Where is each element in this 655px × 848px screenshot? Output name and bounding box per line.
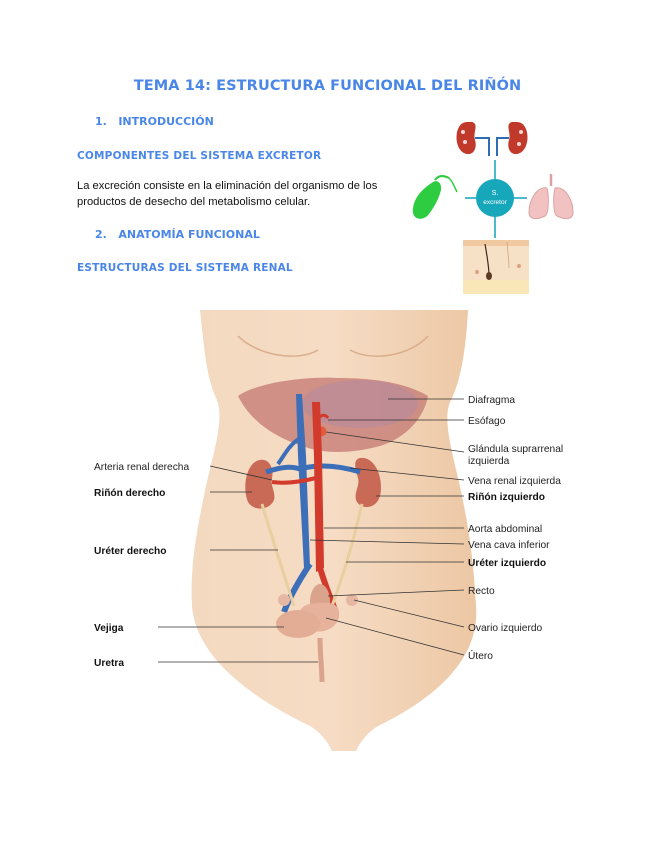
intro-paragraph: La excreción consiste en la eliminación del organismo de los productos de desecho del metabolismo celular. [77, 180, 378, 208]
label-ureter-izquierdo: Uréter izquierdo [468, 558, 547, 569]
excretory-system-diagram [405, 116, 585, 298]
label-vena-cava-inferior: Vena cava inferior [468, 540, 550, 551]
label-diafragma: Diafragma [468, 395, 515, 406]
lungs-icon [529, 174, 573, 219]
label-vejiga: Vejiga [94, 623, 124, 634]
label-arteria-renal-derecha: Arteria renal derecha [94, 462, 190, 473]
urethra [320, 638, 322, 682]
label-ovario-izquierdo: Ovario izquierdo [468, 623, 543, 634]
liver-icon [413, 176, 457, 219]
section-label: INTRODUCCIÓN [118, 115, 214, 128]
kidney-icon [457, 122, 528, 156]
left-ovary [346, 594, 358, 606]
skin-icon [463, 240, 529, 294]
section-introduccion [95, 115, 214, 128]
label-glandula-izquierda: izquierda [468, 456, 510, 467]
section-number: 2. [95, 228, 107, 241]
label-uretra: Uretra [94, 658, 125, 669]
right-ovary [278, 594, 290, 606]
label-aorta-abdominal: Aorta abdominal [468, 524, 543, 535]
center-label: S. [491, 190, 499, 197]
renal-system-illustration [88, 306, 568, 751]
page-title: TEMA 14: ESTRUCTURA FUNCIONAL DEL RIÑÓN [133, 78, 522, 94]
subheading-componentes: COMPONENTES DEL SISTEMA EXCRETOR [77, 150, 322, 162]
label-glandula-suprarrenal: Glándula suprarrenal [468, 444, 564, 455]
label-esofago: Esófago [468, 416, 506, 427]
label-rinon-derecho: Riñón derecho [94, 488, 166, 499]
center-node [476, 179, 514, 217]
label-utero: Útero [468, 651, 493, 662]
subheading-estructuras: ESTRUCTURAS DEL SISTEMA RENAL [77, 262, 293, 274]
label-rinon-izquierdo: Riñón izquierdo [468, 492, 545, 503]
bladder [276, 610, 320, 638]
label-vena-renal-izquierda: Vena renal izquierda [468, 476, 561, 487]
section-label: ANATOMÍA FUNCIONAL [118, 228, 260, 241]
label-recto: Recto [468, 586, 495, 597]
section-anatomia [95, 228, 260, 241]
torso [192, 310, 477, 751]
label-ureter-derecho: Uréter derecho [94, 546, 167, 557]
section-number: 1. [95, 115, 107, 128]
center-label: excretor [483, 199, 507, 206]
